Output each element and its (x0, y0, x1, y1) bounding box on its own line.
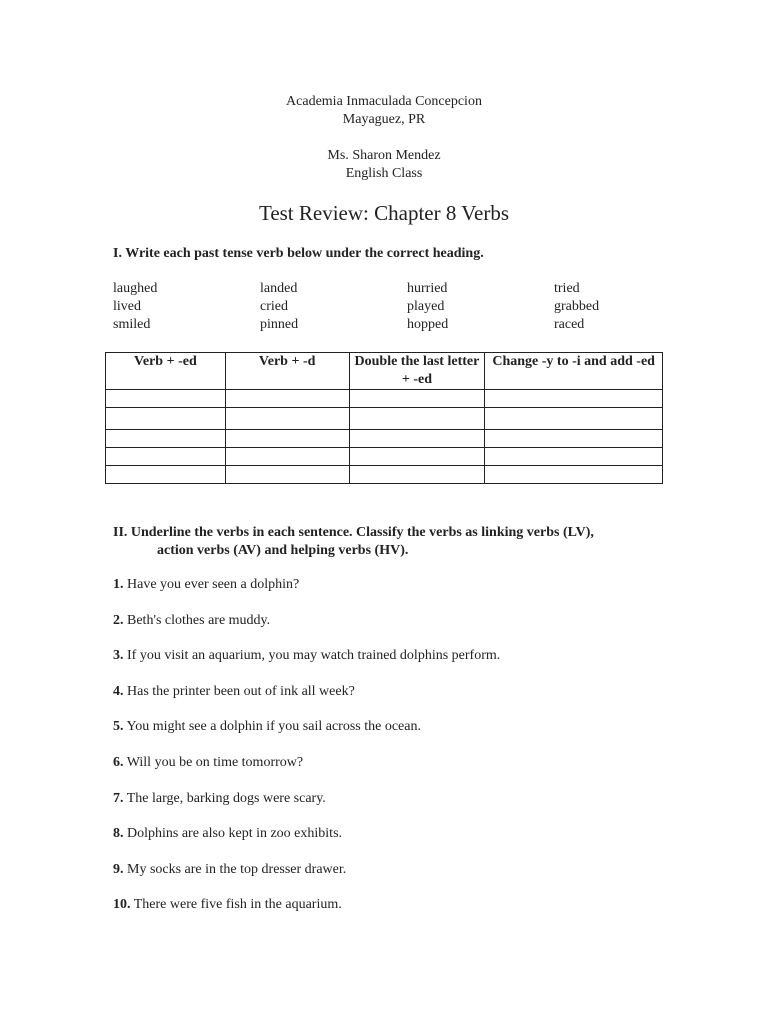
word-bank-word: raced (554, 317, 585, 332)
table-cell[interactable] (485, 430, 663, 448)
table-cell[interactable] (485, 390, 663, 408)
section2-instruction-line1: II. Underline the verbs in each sentence. Classify the verbs as linking verbs (LV), (113, 525, 594, 540)
table-header-change-y: Change -y to -i and add -ed (485, 353, 663, 390)
sentence-number: 7. (113, 790, 124, 806)
sentence-number: 8. (113, 826, 124, 842)
table-row (106, 390, 663, 408)
school-name: Academia Inmaculada Concepcion (286, 94, 482, 109)
word-bank-word: hopped (407, 317, 449, 332)
sentence-text: If you visit an aquarium, you may watch trained dolphins perform. (127, 648, 501, 664)
table-header-double-letter: Double the last letter + -ed (349, 353, 485, 390)
table-cell[interactable] (349, 466, 485, 484)
word-bank-word: hurried (407, 281, 448, 296)
table-cell[interactable] (106, 448, 226, 466)
table-header-verb-d: Verb + -d (225, 353, 349, 390)
sentence-text: You might see a dolphin if you sail across the ocean. (126, 719, 421, 735)
list-item (113, 790, 500, 826)
table-cell[interactable] (485, 408, 663, 430)
sentence-text: Have you ever seen a dolphin? (127, 577, 300, 592)
sentence-number: 4. (113, 683, 124, 699)
table-cell[interactable] (225, 408, 349, 430)
word-bank-word: smiled (113, 317, 151, 332)
table-cell[interactable] (225, 466, 349, 484)
table-row (106, 448, 663, 466)
list-item (113, 861, 500, 897)
table-header-verb-ed: Verb + -ed (106, 353, 226, 390)
sentence-number: 6. (113, 754, 124, 770)
list-item (113, 576, 500, 612)
verb-sorting-table (105, 352, 663, 484)
word-bank-word: laughed (113, 281, 158, 296)
list-item (113, 612, 500, 648)
table-header-row (106, 353, 663, 390)
word-bank-word: grabbed (554, 299, 600, 314)
sentence-number: 5. (113, 719, 124, 735)
section2-instruction-line2: action verbs (AV) and helping verbs (HV). (157, 543, 409, 558)
table-cell[interactable] (225, 390, 349, 408)
word-bank-word: pinned (260, 317, 299, 332)
table-cell[interactable] (485, 448, 663, 466)
word-bank (113, 280, 673, 334)
table-cell[interactable] (106, 466, 226, 484)
word-bank-word: landed (260, 281, 298, 296)
list-item (113, 754, 500, 790)
table-cell[interactable] (106, 430, 226, 448)
sentence-text: Beth's clothes are muddy. (127, 612, 271, 628)
class-name: English Class (345, 166, 423, 181)
sentence-text: There were five fish in the aquarium. (133, 897, 342, 913)
table-cell[interactable] (106, 408, 226, 430)
sentence-text: Dolphins are also kept in zoo exhibits. (127, 826, 343, 842)
sentence-text: Will you be on time tomorrow? (126, 754, 304, 770)
table-row (106, 466, 663, 484)
page-title: Test Review: Chapter 8 Verbs (258, 201, 510, 225)
table-cell[interactable] (349, 390, 485, 408)
header-spacer (0, 129, 768, 147)
table-cell[interactable] (349, 408, 485, 430)
table-cell[interactable] (485, 466, 663, 484)
table-cell[interactable] (349, 430, 485, 448)
word-bank-word: cried (260, 299, 288, 314)
list-item (113, 825, 500, 861)
school-location: Mayaguez, PR (342, 112, 426, 127)
list-item (113, 896, 500, 932)
word-bank-word: tried (554, 281, 580, 296)
section1-instruction: I. Write each past tense verb below under the correct heading. (113, 246, 484, 261)
sentence-number: 1. (113, 577, 124, 592)
table-cell[interactable] (106, 390, 226, 408)
list-item (113, 647, 500, 683)
list-item (113, 683, 500, 719)
document-header (0, 93, 768, 183)
list-item (113, 718, 500, 754)
section2-instruction (113, 524, 594, 560)
table-row (106, 430, 663, 448)
sentence-list (113, 576, 500, 932)
table-row (106, 408, 663, 430)
table-cell[interactable] (225, 448, 349, 466)
sentence-number: 9. (113, 861, 124, 877)
sentence-number: 2. (113, 612, 124, 628)
sentence-text: Has the printer been out of ink all week? (127, 683, 355, 699)
word-bank-word: played (407, 299, 445, 314)
word-bank-word: lived (113, 299, 141, 314)
sentence-number: 3. (113, 648, 124, 664)
sentence-text: My socks are in the top dresser drawer. (127, 861, 347, 877)
sentence-number: 10. (113, 897, 131, 913)
table-cell[interactable] (349, 448, 485, 466)
sentence-text: The large, barking dogs were scary. (126, 790, 326, 806)
teacher-name: Ms. Sharon Mendez (327, 148, 441, 163)
table-cell[interactable] (225, 430, 349, 448)
